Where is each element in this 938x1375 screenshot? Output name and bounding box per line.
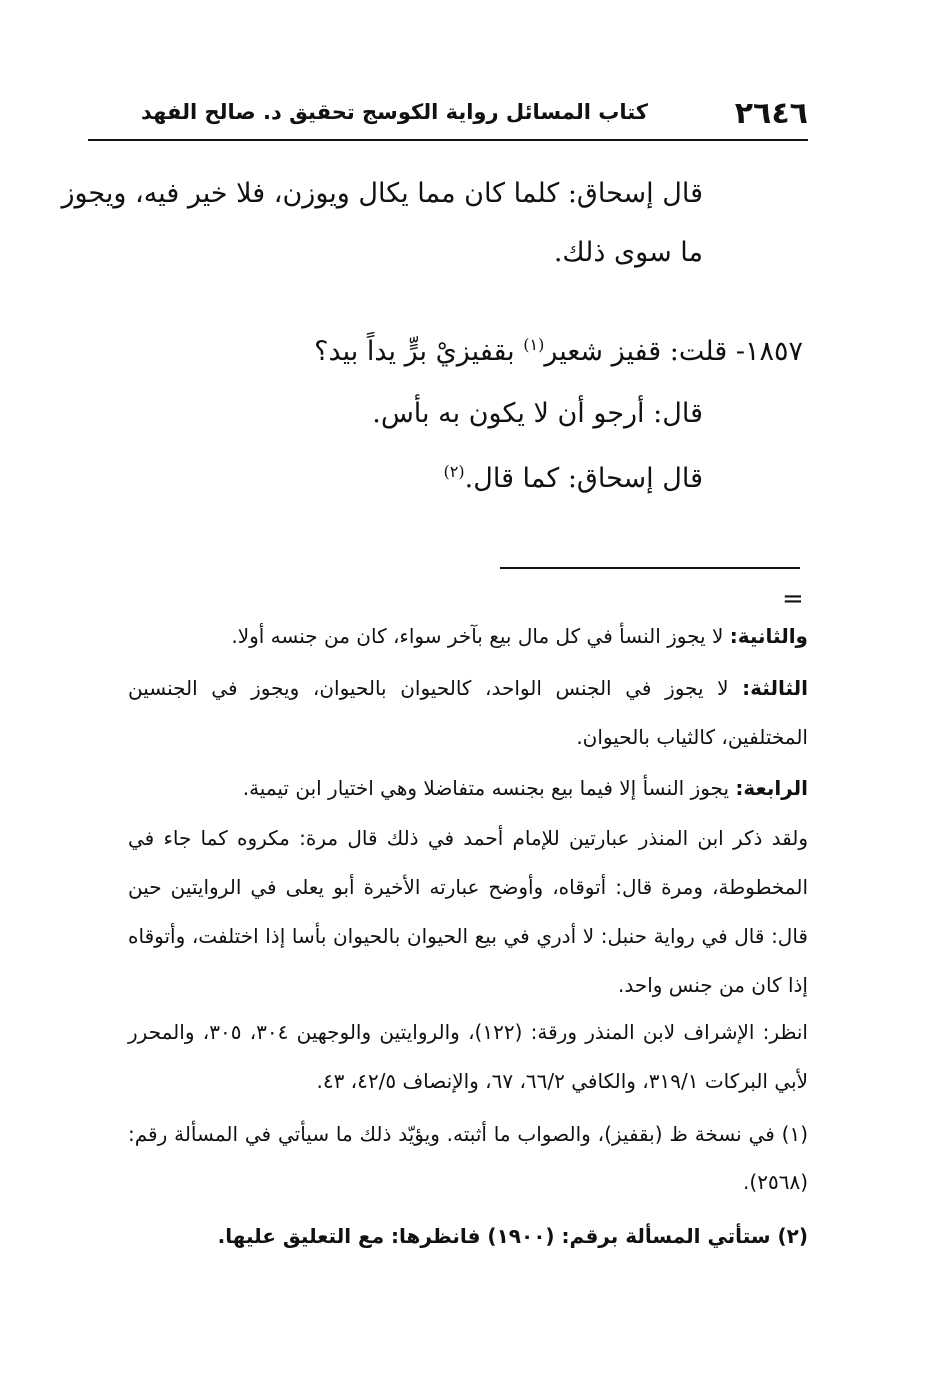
footnote-paragraph [128,612,808,661]
header-rule [88,139,808,141]
answer-line: قال: أرجو أن لا يكون به بأس. [372,398,703,429]
footnote-text: لا يجوز النسأ في كل مال بيع بآخر سواء، كان من جنسه أولا. [231,624,730,648]
footnote-paragraph [128,764,808,813]
paragraph-line: قال إسحاق: كلما كان مما يكال ويوزن، فلا خير فيه، ويجوز [61,178,703,209]
footnote-paragraph: ولقد ذكر ابن المنذر عبارتين للإمام أحمد في ذلك قال مرة: مكروه كما جاء في المخطوطة، ومرة قال: أتوقاه، وأوضح عبارته الأخيرة أبو يعلى في الروايتين حين قال: قال في رواية حنبل: لا أدري في بيع الحيوان بالحيوان بأسا إذا اختلفت، وأتوقاه إذا كان من جنس واحد. [128,826,808,997]
footnote-ref-1: (١) [523,335,545,354]
question-number: ١٨٥٧- [735,336,803,367]
question-1857 [314,335,803,368]
footnote-label: الرابعة: [735,776,808,800]
question-text-cont: بقفيزيْ برٍّ يداً بيد؟ [314,336,524,367]
continuation-mark: = [782,584,804,614]
footnote-separator [500,567,800,569]
page-number: ٢٦٤٦ [734,96,808,131]
footnote-text: لا يجوز في الجنس الواحد، كالحيوان بالحيوان، ويجوز في الجنسين المختلفين، كالثياب بالحيوان. [128,676,808,749]
footnote-label: الثالثة: [742,676,808,700]
answer-line-ishaq [444,462,703,495]
answer-text: قال إسحاق: كما قال. [464,463,703,494]
running-title: كتاب المسائل رواية الكوسج تحقيق د. صالح الفهد [141,100,648,124]
footnote-2: (٢) ستأتي المسألة برقم: (١٩٠٠) فانظرها: مع التعليق عليها. [217,1224,808,1248]
footnote-text: يجوز النسأ إلا فيما بيع بجنسه متفاضلا وهي اختيار ابن تيمية. [242,776,736,800]
question-text: قلت: قفيز شعير [544,336,728,367]
footnote-label: والثانية: [729,624,808,648]
footnote-paragraph [128,664,808,762]
paragraph-line: ما سوى ذلك. [553,237,703,268]
footnote-1: (١) في نسخة ظ (بقفيز)، والصواب ما أثبته. ويؤيّد ذلك ما سيأتي في المسألة رقم: (٢٥٦٨). [128,1122,808,1194]
footnote-ref-2: (٢) [443,462,465,481]
footnote-paragraph: انظر: الإشراف لابن المنذر ورقة: (١٢٢)، والروايتين والوجهين ٣٠٤، ٣٠٥، والمحرر لأبي البركات ٣١٩/١، والكافي ٦٦/٢، ٦٧، والإنصاف ٤٢/٥، ٤٣. [128,1020,808,1093]
page-header [88,96,808,136]
